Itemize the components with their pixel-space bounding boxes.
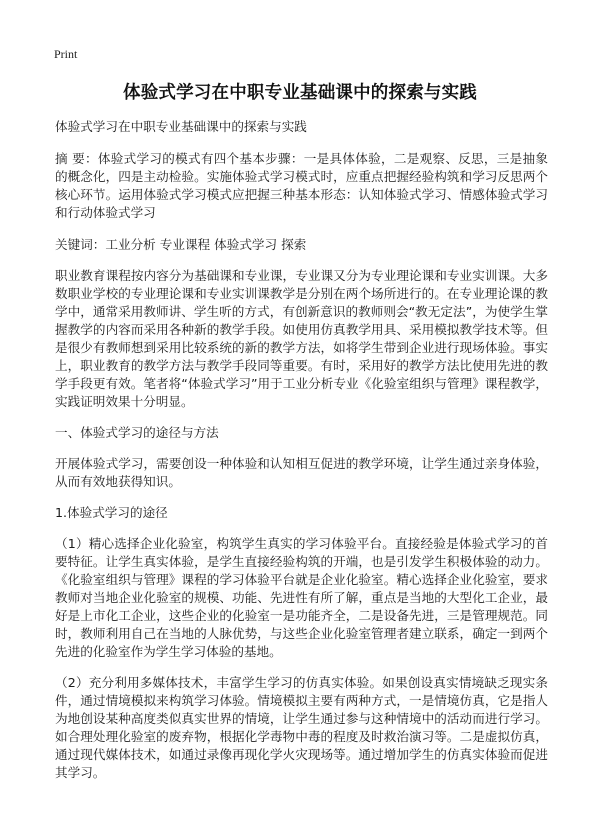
abstract-paragraph: 摘 要：体验式学习的模式有四个基本步骤：一是具体体验，二是观察、反思，三是抽象的概念化，四是主动检验。实施体验式学习模式时，应重点把握经验构筑和学习反思两个核心环节。运用体验式学习模式应把握三种基本形态：认知体验式学习、情感体验式学习和行动体验式学习 — [55, 151, 548, 220]
page-title: 体验式学习在中职专业基础课中的探索与实践 — [123, 83, 477, 103]
list-item-paragraph: （2）充分利用多媒体技术，丰富学生学习的仿真实体验。如果创设真实情境缺乏现实条件，通过情境模拟来构筑学习体验。情境模拟主要有两种方式，一是情境仿真，它是指人为地创设某种高度类似真实世界的情境，让学生通过参与这种情境中的活动而进行学习。如合理处理化验室的废弃物，根据化学毒物中毒的程度及时救治演习等。二是虚拟仿真，通过现代媒体技术，如通过录像再现化学火灾现场等。通过增加学生的仿真实体验而促进其学习。 — [55, 675, 548, 780]
section-paragraph: 开展体验式学习，需要创设一种体验和认知相互促进的教学环境，让学生通过亲身体验，从而有效地获得知识。 — [55, 456, 548, 489]
article-subtitle: 体验式学习在中职专业基础课中的探索与实践 — [55, 119, 307, 134]
print-label[interactable]: Print — [54, 47, 78, 61]
keywords-line: 关键词：工业分析 专业课程 体验式学习 探索 — [55, 237, 307, 252]
section-heading: 一、体验式学习的途径与方法 — [55, 425, 219, 440]
intro-paragraph: 职业教育课程按内容分为基础课和专业课，专业课又分为专业理论课和专业实训课。大多数职业学校的专业理论课和专业实训课教学是分别在两个场所进行的。在专业理论课的教学中，通常采用教师讲、学生听的方式，有创新意识的教师则会“教无定法”，为使学生掌握教学的内容而采用各种新的教学手段。如使用仿真教学用具、采用模拟教学技术等。但是很少有教师想到采用比较系统的新的教学方法，如将学生带到企业进行现场体验。事实上，职业教育的教学方法与教学手段同等重要。有时，采用好的教学方法比使用先进的教学手段更有效。笔者将“体验式学习”用于工业分析专业《化验室组织与管理》课程教学，实践证明效果十分明显。 — [55, 268, 548, 409]
article-body — [55, 118, 548, 782]
subsection-heading: 1.体验式学习的途径 — [55, 505, 168, 520]
list-item-paragraph: （1）精心选择企业化验室，构筑学生真实的学习体验平台。直接经验是体验式学习的首要特征。让学生真实体验，是学生直接经验构筑的开端，也是引发学生积极体验的动力。《化验室组织与管理》课程的学习体验平台就是企业化验室。精心选择企业化验室，要求教师对当地企业化验室的规模、功能、先进性有所了解，重点是当地的大型化工企业，最好是上市化工企业，这些企业的化验室一是功能齐全，二是设备先进，三是管理规范。同时，教师利用自己在当地的人脉优势，与这些企业化验室管理者建立联系，确定一到两个先进的化验室作为学生学习体验的基地。 — [55, 536, 548, 659]
